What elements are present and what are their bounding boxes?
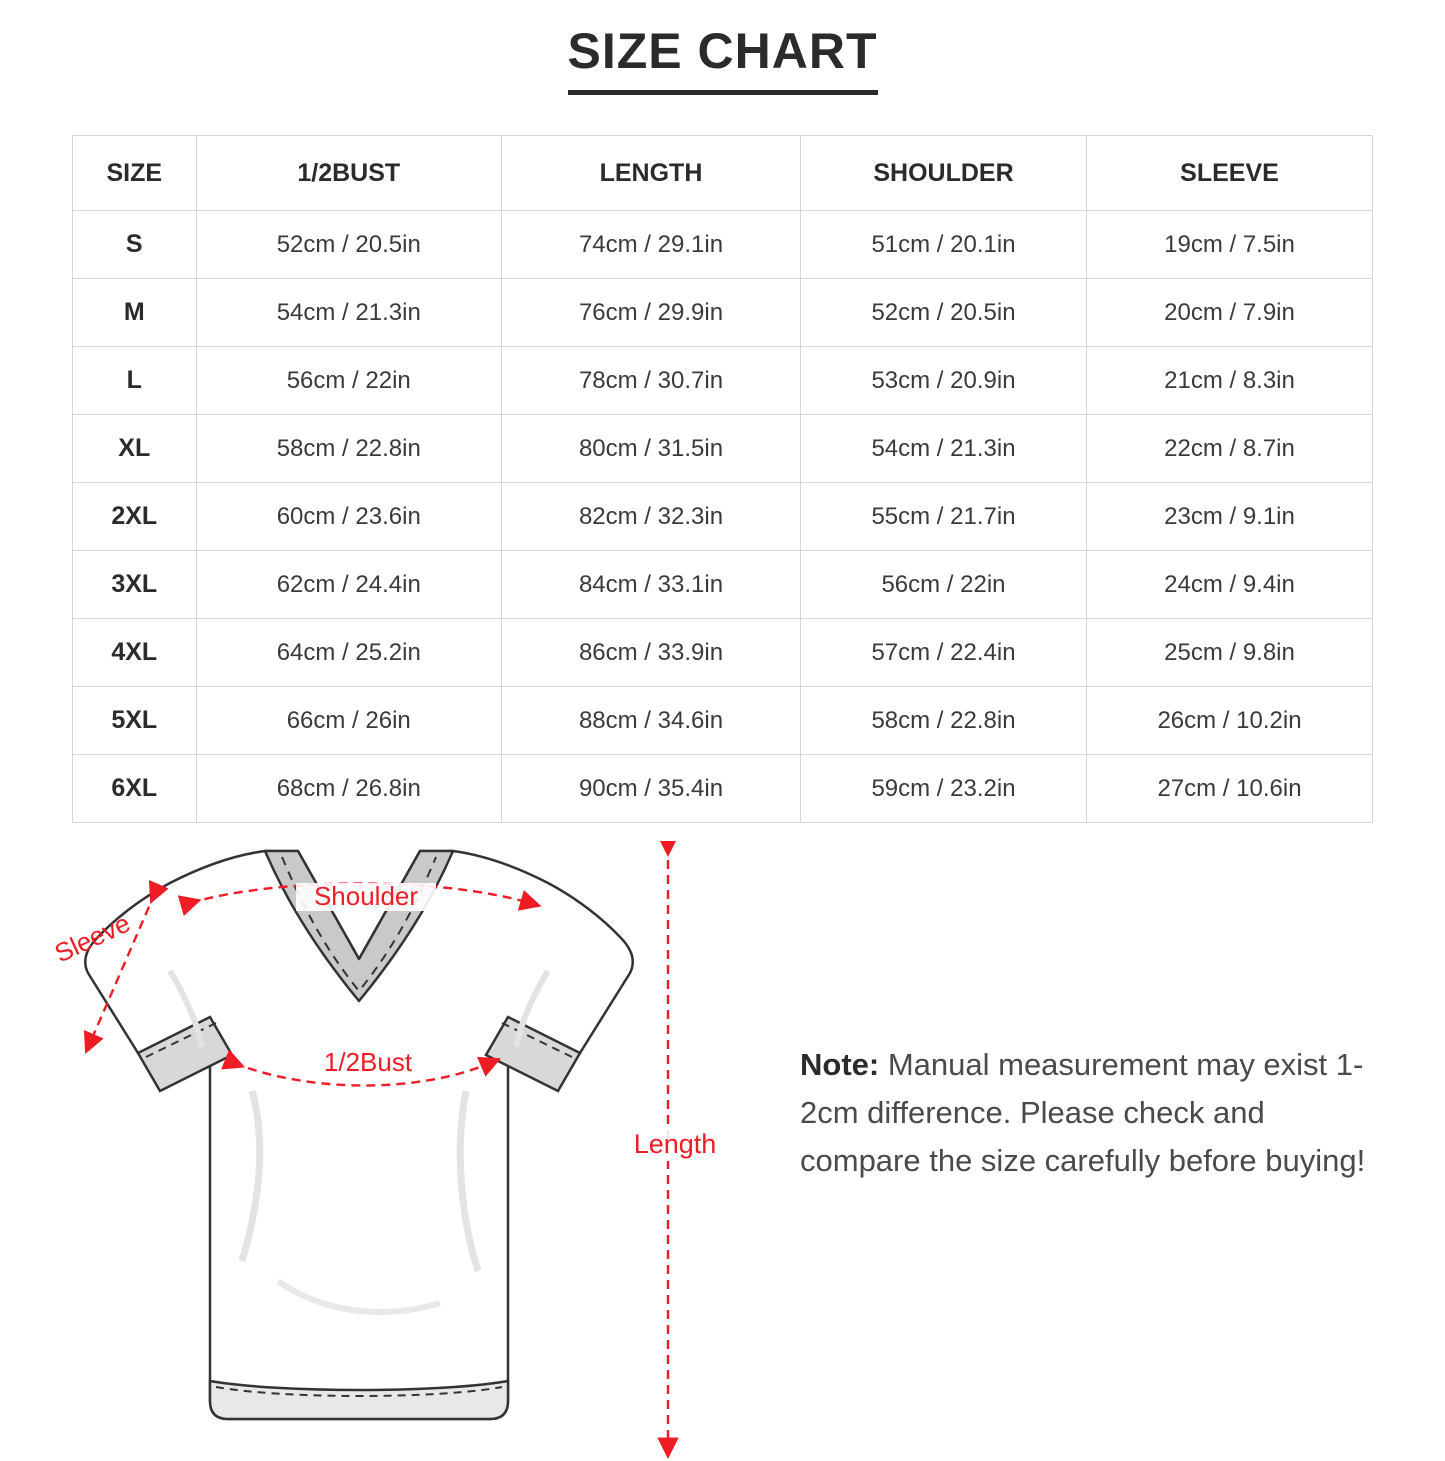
column-header-bust: 1/2BUST: [196, 136, 502, 211]
cell-shoulder: 56cm / 22in: [801, 551, 1087, 619]
length-label: Length: [633, 1129, 717, 1159]
cell-size: L: [73, 347, 197, 415]
page-title-wrap: [0, 0, 1445, 95]
cell-bust: 56cm / 22in: [196, 347, 502, 415]
table-row: [73, 415, 1373, 483]
cell-size: S: [73, 211, 197, 279]
cell-sleeve: 22cm / 8.7in: [1087, 415, 1373, 483]
note-block: [800, 1041, 1380, 1185]
cell-bust: 64cm / 25.2in: [196, 619, 502, 687]
cell-sleeve: 24cm / 9.4in: [1087, 551, 1373, 619]
cell-sleeve: 20cm / 7.9in: [1087, 279, 1373, 347]
note-text: [800, 1041, 1380, 1185]
tshirt-illustration: [85, 851, 633, 1419]
cell-length: 74cm / 29.1in: [502, 211, 801, 279]
cell-size: XL: [73, 415, 197, 483]
sleeve-label: Sleeve: [49, 907, 135, 969]
table-row: [73, 211, 1373, 279]
size-table: [72, 135, 1373, 823]
table-row: [73, 619, 1373, 687]
cell-sleeve: 27cm / 10.6in: [1087, 755, 1373, 823]
cell-size: 2XL: [73, 483, 197, 551]
table-header-row: [73, 136, 1373, 211]
note-body: Manual measurement may exist 1-2cm difference. Please check and compare the size carefully before buying!: [800, 1047, 1366, 1179]
cell-size: 3XL: [73, 551, 197, 619]
table-row: [73, 279, 1373, 347]
cell-bust: 62cm / 24.4in: [196, 551, 502, 619]
cell-shoulder: 53cm / 20.9in: [801, 347, 1087, 415]
cell-shoulder: 54cm / 21.3in: [801, 415, 1087, 483]
table-row: [73, 755, 1373, 823]
table-row: [73, 551, 1373, 619]
size-table-wrap: [72, 135, 1373, 823]
cell-shoulder: 55cm / 21.7in: [801, 483, 1087, 551]
cell-sleeve: 19cm / 7.5in: [1087, 211, 1373, 279]
column-header-length: LENGTH: [502, 136, 801, 211]
shirt-diagram: [20, 841, 720, 1461]
cell-sleeve: 21cm / 8.3in: [1087, 347, 1373, 415]
cell-bust: 60cm / 23.6in: [196, 483, 502, 551]
cell-length: 86cm / 33.9in: [502, 619, 801, 687]
cell-bust: 52cm / 20.5in: [196, 211, 502, 279]
table-row: [73, 483, 1373, 551]
cell-sleeve: 23cm / 9.1in: [1087, 483, 1373, 551]
cell-length: 78cm / 30.7in: [502, 347, 801, 415]
cell-size: M: [73, 279, 197, 347]
column-header-shoulder: SHOULDER: [801, 136, 1087, 211]
bust-label: 1/2Bust: [323, 1047, 413, 1077]
cell-shoulder: 52cm / 20.5in: [801, 279, 1087, 347]
cell-length: 80cm / 31.5in: [502, 415, 801, 483]
cell-length: 90cm / 35.4in: [502, 755, 801, 823]
cell-shoulder: 58cm / 22.8in: [801, 687, 1087, 755]
page-title: SIZE CHART: [568, 22, 878, 95]
measurement-diagram-section: [0, 841, 1445, 1461]
cell-shoulder: 59cm / 23.2in: [801, 755, 1087, 823]
cell-bust: 66cm / 26in: [196, 687, 502, 755]
length-measure-line: [630, 845, 720, 1447]
table-row: [73, 347, 1373, 415]
column-header-size: SIZE: [73, 136, 197, 211]
shoulder-label: Shoulder: [313, 881, 419, 911]
note-prefix: Note:: [800, 1047, 880, 1082]
cell-length: 84cm / 33.1in: [502, 551, 801, 619]
cell-bust: 58cm / 22.8in: [196, 415, 502, 483]
cell-length: 76cm / 29.9in: [502, 279, 801, 347]
table-row: [73, 687, 1373, 755]
cell-length: 88cm / 34.6in: [502, 687, 801, 755]
cell-sleeve: 26cm / 10.2in: [1087, 687, 1373, 755]
cell-bust: 54cm / 21.3in: [196, 279, 502, 347]
cell-shoulder: 51cm / 20.1in: [801, 211, 1087, 279]
cell-size: 5XL: [73, 687, 197, 755]
cell-shoulder: 57cm / 22.4in: [801, 619, 1087, 687]
cell-size: 4XL: [73, 619, 197, 687]
cell-size: 6XL: [73, 755, 197, 823]
cell-bust: 68cm / 26.8in: [196, 755, 502, 823]
column-header-sleeve: SLEEVE: [1087, 136, 1373, 211]
cell-length: 82cm / 32.3in: [502, 483, 801, 551]
cell-sleeve: 25cm / 9.8in: [1087, 619, 1373, 687]
